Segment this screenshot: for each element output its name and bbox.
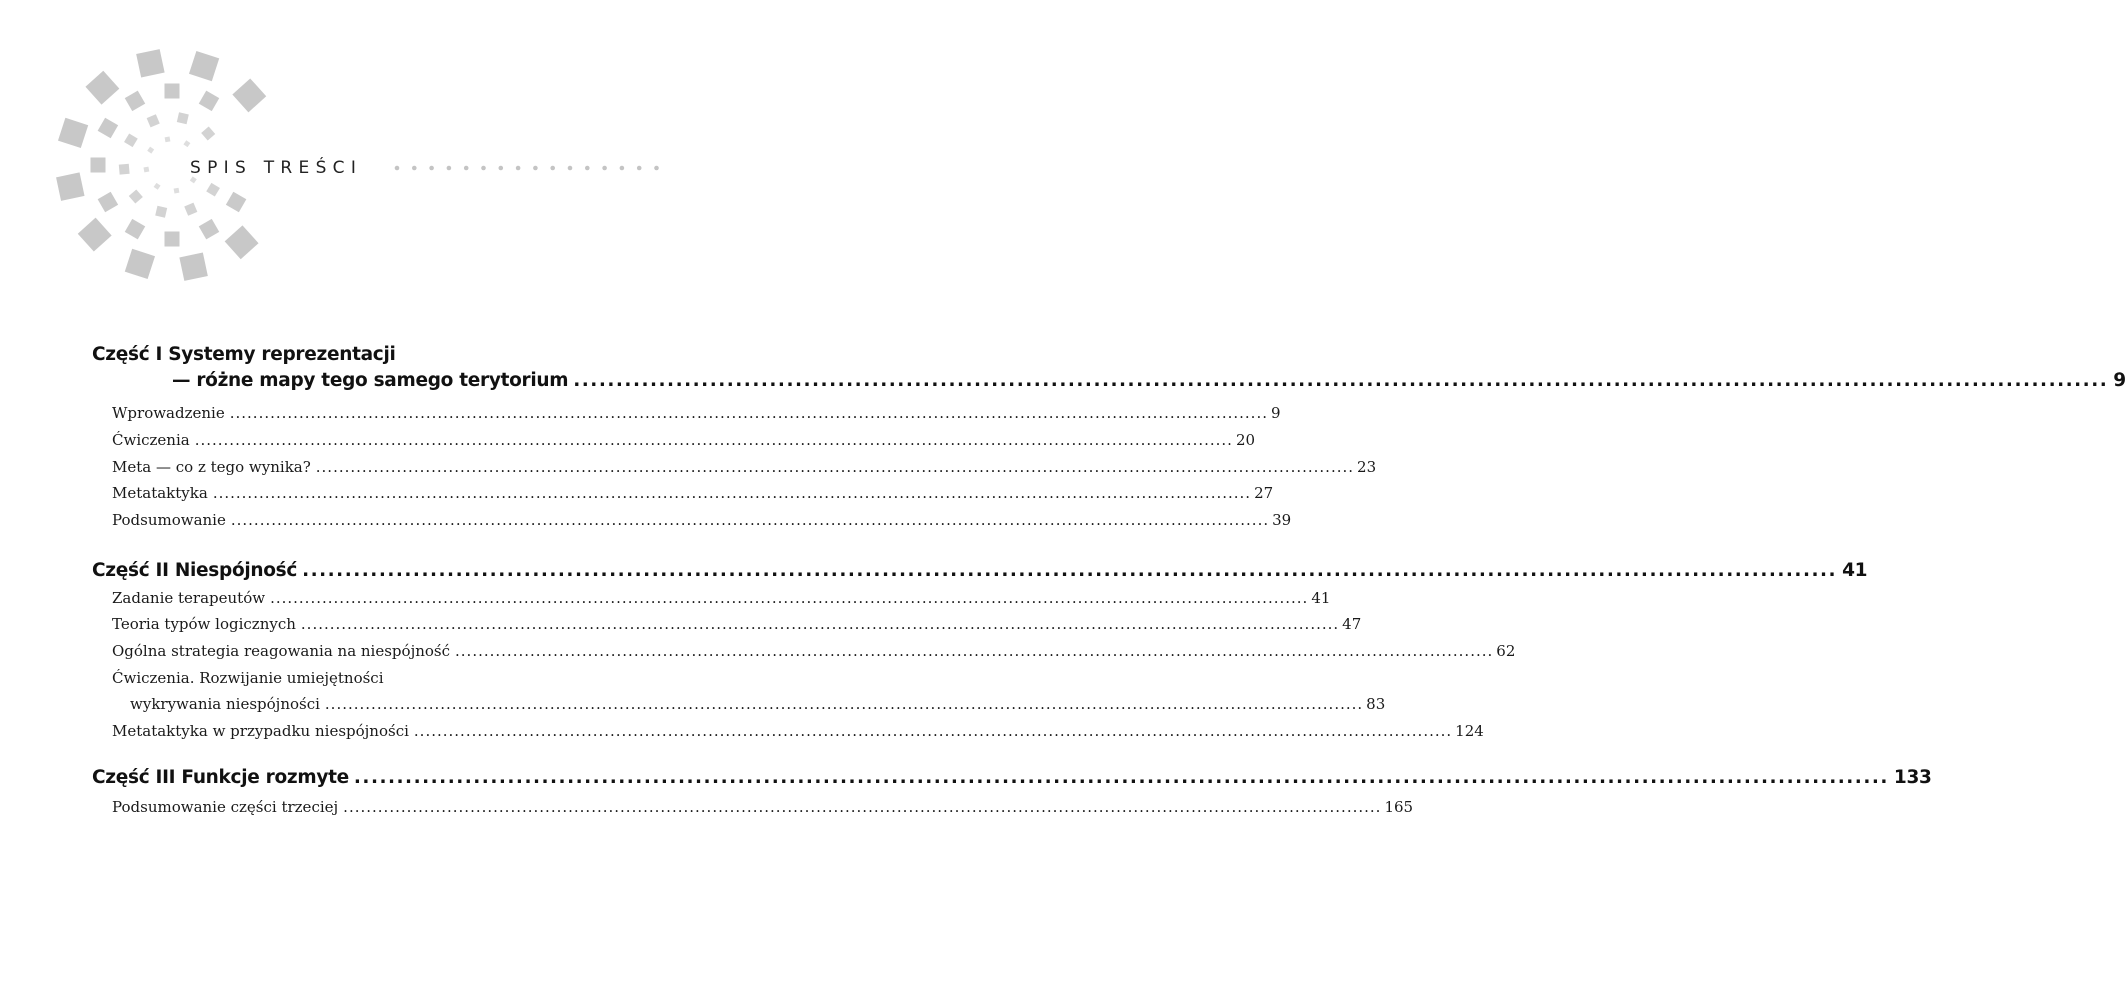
part-1-title-line2: — różne mapy tego samego terytorium — [172, 370, 569, 391]
spiral-square — [144, 167, 150, 173]
dot-leader: .................................................................................................................................................................................... — [413, 722, 1453, 740]
toc-entry[interactable] — [112, 511, 1292, 529]
heading-dot — [602, 166, 607, 171]
spiral-square — [226, 192, 246, 212]
spiral-square — [183, 140, 190, 147]
toc-entry[interactable] — [112, 722, 1484, 740]
heading-dot — [637, 166, 642, 171]
entry-title-line1[interactable]: Ćwiczenia. Rozwijanie umiejętności — [112, 669, 384, 687]
toc-entry[interactable] — [112, 458, 1377, 476]
entry-title: Ćwiczenia — [112, 431, 190, 449]
spiral-square — [199, 219, 219, 239]
entry-title-line2: wykrywania niespójności — [130, 695, 320, 713]
entry-page: 124 — [1455, 722, 1484, 740]
spiral-square — [125, 249, 155, 279]
spiral-square — [125, 219, 145, 239]
heading-dot — [499, 166, 504, 171]
spiral-square — [78, 218, 112, 252]
entry-title: Podsumowanie części trzeciej — [112, 798, 339, 816]
spiral-square — [165, 137, 171, 143]
spiral-square — [206, 183, 220, 197]
spiral-square — [174, 188, 180, 194]
heading-dot — [585, 166, 590, 171]
heading-dot — [516, 166, 521, 171]
dot-leader: .................................................................................................................................................................................... — [212, 484, 1252, 502]
spiral-square — [199, 91, 219, 111]
dot-leader: .................................................................................................................................................................................... — [300, 615, 1340, 633]
entry-page: 41 — [1311, 589, 1331, 607]
spiral-square — [201, 126, 215, 140]
spiral-square — [91, 158, 106, 173]
dot-leader: .................................................................................................................................................................................... — [455, 642, 1494, 660]
dot-leader: .................................................................................................................................................................................... — [324, 695, 1364, 713]
toc-entry[interactable] — [112, 589, 1331, 607]
spiral-square — [125, 91, 145, 111]
toc-entry[interactable] — [112, 615, 1362, 633]
spiral-square — [85, 71, 119, 105]
entry-page: 20 — [1235, 431, 1256, 449]
entry-page: 39 — [1272, 511, 1292, 529]
spiral-square — [155, 206, 167, 218]
spiral-square — [56, 172, 84, 200]
part-2-entry[interactable] — [92, 560, 1868, 581]
entry-title: Ogólna strategia reagowania na niespójność — [112, 642, 451, 660]
dot-leader: .................................................................................................................................................................................... — [270, 589, 1309, 607]
entry-page: 165 — [1384, 798, 1414, 816]
spiral-square — [165, 232, 180, 247]
heading-dot — [550, 166, 555, 171]
spiral-square — [147, 114, 160, 127]
heading-dot — [464, 166, 469, 171]
heading-dot — [654, 166, 659, 171]
spiral-square — [129, 189, 143, 203]
entry-page: 83 — [1366, 695, 1386, 713]
dot-leader: .................................................................................................................................................................................... — [343, 798, 1382, 816]
entry-title: Zadanie terapeutów — [112, 589, 266, 607]
entry-page: 9 — [1271, 404, 1281, 422]
spiral-square — [177, 112, 189, 124]
entry-title: Podsumowanie — [112, 511, 226, 529]
spiral-square — [225, 225, 259, 259]
dot-leader: .................................................................................................................................................................................... — [302, 560, 1838, 581]
dot-leader: .................................................................................................................................................................................... — [229, 404, 1268, 422]
toc-entry[interactable] — [130, 695, 1386, 713]
heading-dot — [533, 166, 538, 171]
part-3-title: Część III Funkcje rozmyte — [92, 767, 349, 788]
dot-leader: .................................................................................................................................................................................... — [230, 511, 1270, 529]
heading-dot — [447, 166, 452, 171]
part-2-page: 41 — [1842, 560, 1868, 581]
heading-dot — [412, 166, 417, 171]
entry-page: 62 — [1496, 642, 1516, 660]
heading-dot — [429, 166, 434, 171]
entry-title: Meta — co z tego wynika? — [112, 458, 311, 476]
heading-dot — [620, 166, 625, 171]
entry-title: Metataktyka w przypadku niespójności — [112, 722, 409, 740]
entry-title: Wprowadzenie — [112, 404, 225, 422]
toc-entry[interactable] — [112, 484, 1274, 502]
entry-title: Metataktyka — [112, 484, 208, 502]
heading-dot — [481, 166, 486, 171]
toc-entry[interactable] — [112, 431, 1256, 449]
spiral-square — [119, 164, 130, 175]
spiral-square — [136, 49, 164, 77]
spiral-square — [58, 118, 88, 148]
spiral-square — [147, 147, 154, 154]
part-3-entry[interactable] — [92, 767, 1932, 788]
toc-entry[interactable] — [112, 404, 1281, 422]
spiral-square — [124, 133, 138, 147]
toc-entry[interactable] — [112, 642, 1516, 660]
toc-entry[interactable] — [112, 798, 1414, 816]
spiral-square — [179, 252, 207, 280]
part-1-page: 9 — [2113, 370, 2126, 391]
spiral-square — [189, 51, 219, 81]
heading-dot — [568, 166, 573, 171]
spiral-decoration — [0, 0, 768, 330]
toc-heading: SPIS TREŚCI — [190, 158, 363, 178]
entry-page: 23 — [1357, 458, 1377, 476]
dot-leader: .................................................................................................................................................................................... — [353, 767, 1889, 788]
part-3-page: 133 — [1893, 767, 1932, 788]
part-1-entry[interactable] — [172, 370, 2126, 391]
entry-page: 27 — [1254, 484, 1274, 502]
entry-page: 47 — [1342, 615, 1362, 633]
part-1-title-line1[interactable]: Część I Systemy reprezentacji — [92, 344, 396, 365]
spiral-square — [154, 183, 161, 190]
spiral-square — [98, 192, 118, 212]
spiral-square — [232, 78, 266, 112]
heading-dot — [395, 166, 400, 171]
spiral-square — [184, 203, 197, 216]
part-2-title: Część II Niespójność — [92, 560, 298, 581]
spiral-square — [165, 84, 180, 99]
spiral-square — [98, 118, 118, 138]
dot-leader: .................................................................................................................................................................................... — [315, 458, 1355, 476]
entry-title: Teoria typów logicznych — [112, 615, 296, 633]
dot-leader: .................................................................................................................................................................................... — [573, 370, 2109, 391]
dot-leader: .................................................................................................................................................................................... — [194, 431, 1233, 449]
